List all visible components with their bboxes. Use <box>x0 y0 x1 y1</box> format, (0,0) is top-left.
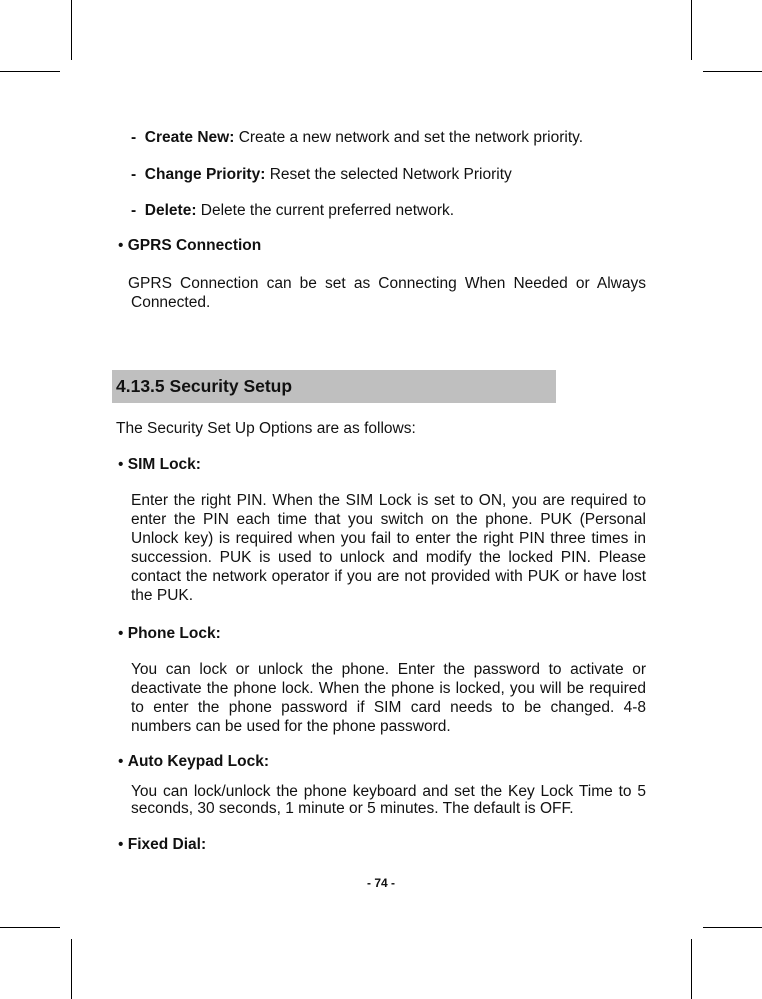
gprs-body: GPRS Connection can be set as Connecting When Needed or Always Connected. <box>128 275 646 311</box>
crop-mark-top-right-horizontal <box>703 71 762 72</box>
crop-mark-top-left-horizontal <box>0 71 60 72</box>
network-item-change-priority <box>131 165 512 185</box>
gprs-heading: • GPRS Connection <box>118 237 262 254</box>
crop-mark-top-left-vertical <box>71 0 72 60</box>
network-item-create-new <box>131 128 583 148</box>
bullet-marker: • <box>118 836 124 853</box>
sim-lock-body: Enter the right PIN. When the SIM Lock is set to ON, you are required to enter the PIN each time that you switch on the phone. PUK (Personal Unlock key) is required when you fail to enter the right PIN three times in succession. PUK is used to unlock and modify the locked PIN. Please contact the network operator if you are not provided with PUK or have lost the PUK. <box>131 492 646 604</box>
dash-marker: - <box>131 202 137 219</box>
section-intro: The Security Set Up Options are as follows: <box>116 420 416 437</box>
auto-keypad-lock-heading: • Auto Keypad Lock: <box>118 753 269 770</box>
bullet-marker: • <box>118 753 124 770</box>
bullet-marker: • <box>118 237 124 254</box>
item-text: Delete the current preferred network. <box>200 202 455 219</box>
network-item-delete <box>131 201 454 221</box>
item-text: Create a new network and set the network priority. <box>238 129 584 146</box>
crop-mark-bottom-left-vertical <box>71 939 72 999</box>
phone-lock-heading: • Phone Lock: <box>118 625 221 642</box>
phone-lock-body: You can lock or unlock the phone. Enter the password to activate or deactivate the phone lock. When the phone is locked, you will be required to enter the phone password if SIM card needs to be changed. 4-8 numbers can be used for the phone password. <box>131 661 646 735</box>
page-number: - 74 - <box>366 876 395 890</box>
sim-lock-heading: • SIM Lock: <box>118 456 201 473</box>
item-label: Change Priority: <box>144 166 266 183</box>
crop-mark-top-right-vertical <box>691 0 692 60</box>
dash-marker: - <box>131 129 137 146</box>
crop-mark-bottom-right-vertical <box>691 939 692 999</box>
item-label: Create New: <box>144 129 235 146</box>
crop-mark-bottom-right-horizontal <box>703 927 762 928</box>
bullet-marker: • <box>118 625 124 642</box>
item-label: Delete: <box>144 202 197 219</box>
section-title: 4.13.5 Security Setup <box>116 376 293 396</box>
bullet-marker: • <box>118 456 124 473</box>
crop-mark-bottom-left-horizontal <box>0 927 60 928</box>
fixed-dial-heading: • Fixed Dial: <box>118 836 207 853</box>
section-header-bar <box>112 370 556 403</box>
item-text: Reset the selected Network Priority <box>269 166 512 183</box>
auto-keypad-lock-body: You can lock/unlock the phone keyboard and set the Key Lock Time to 5 seconds, 30 seconds, 1 minute or 5 minutes. The default is OFF. <box>131 783 646 817</box>
dash-marker: - <box>131 166 137 183</box>
